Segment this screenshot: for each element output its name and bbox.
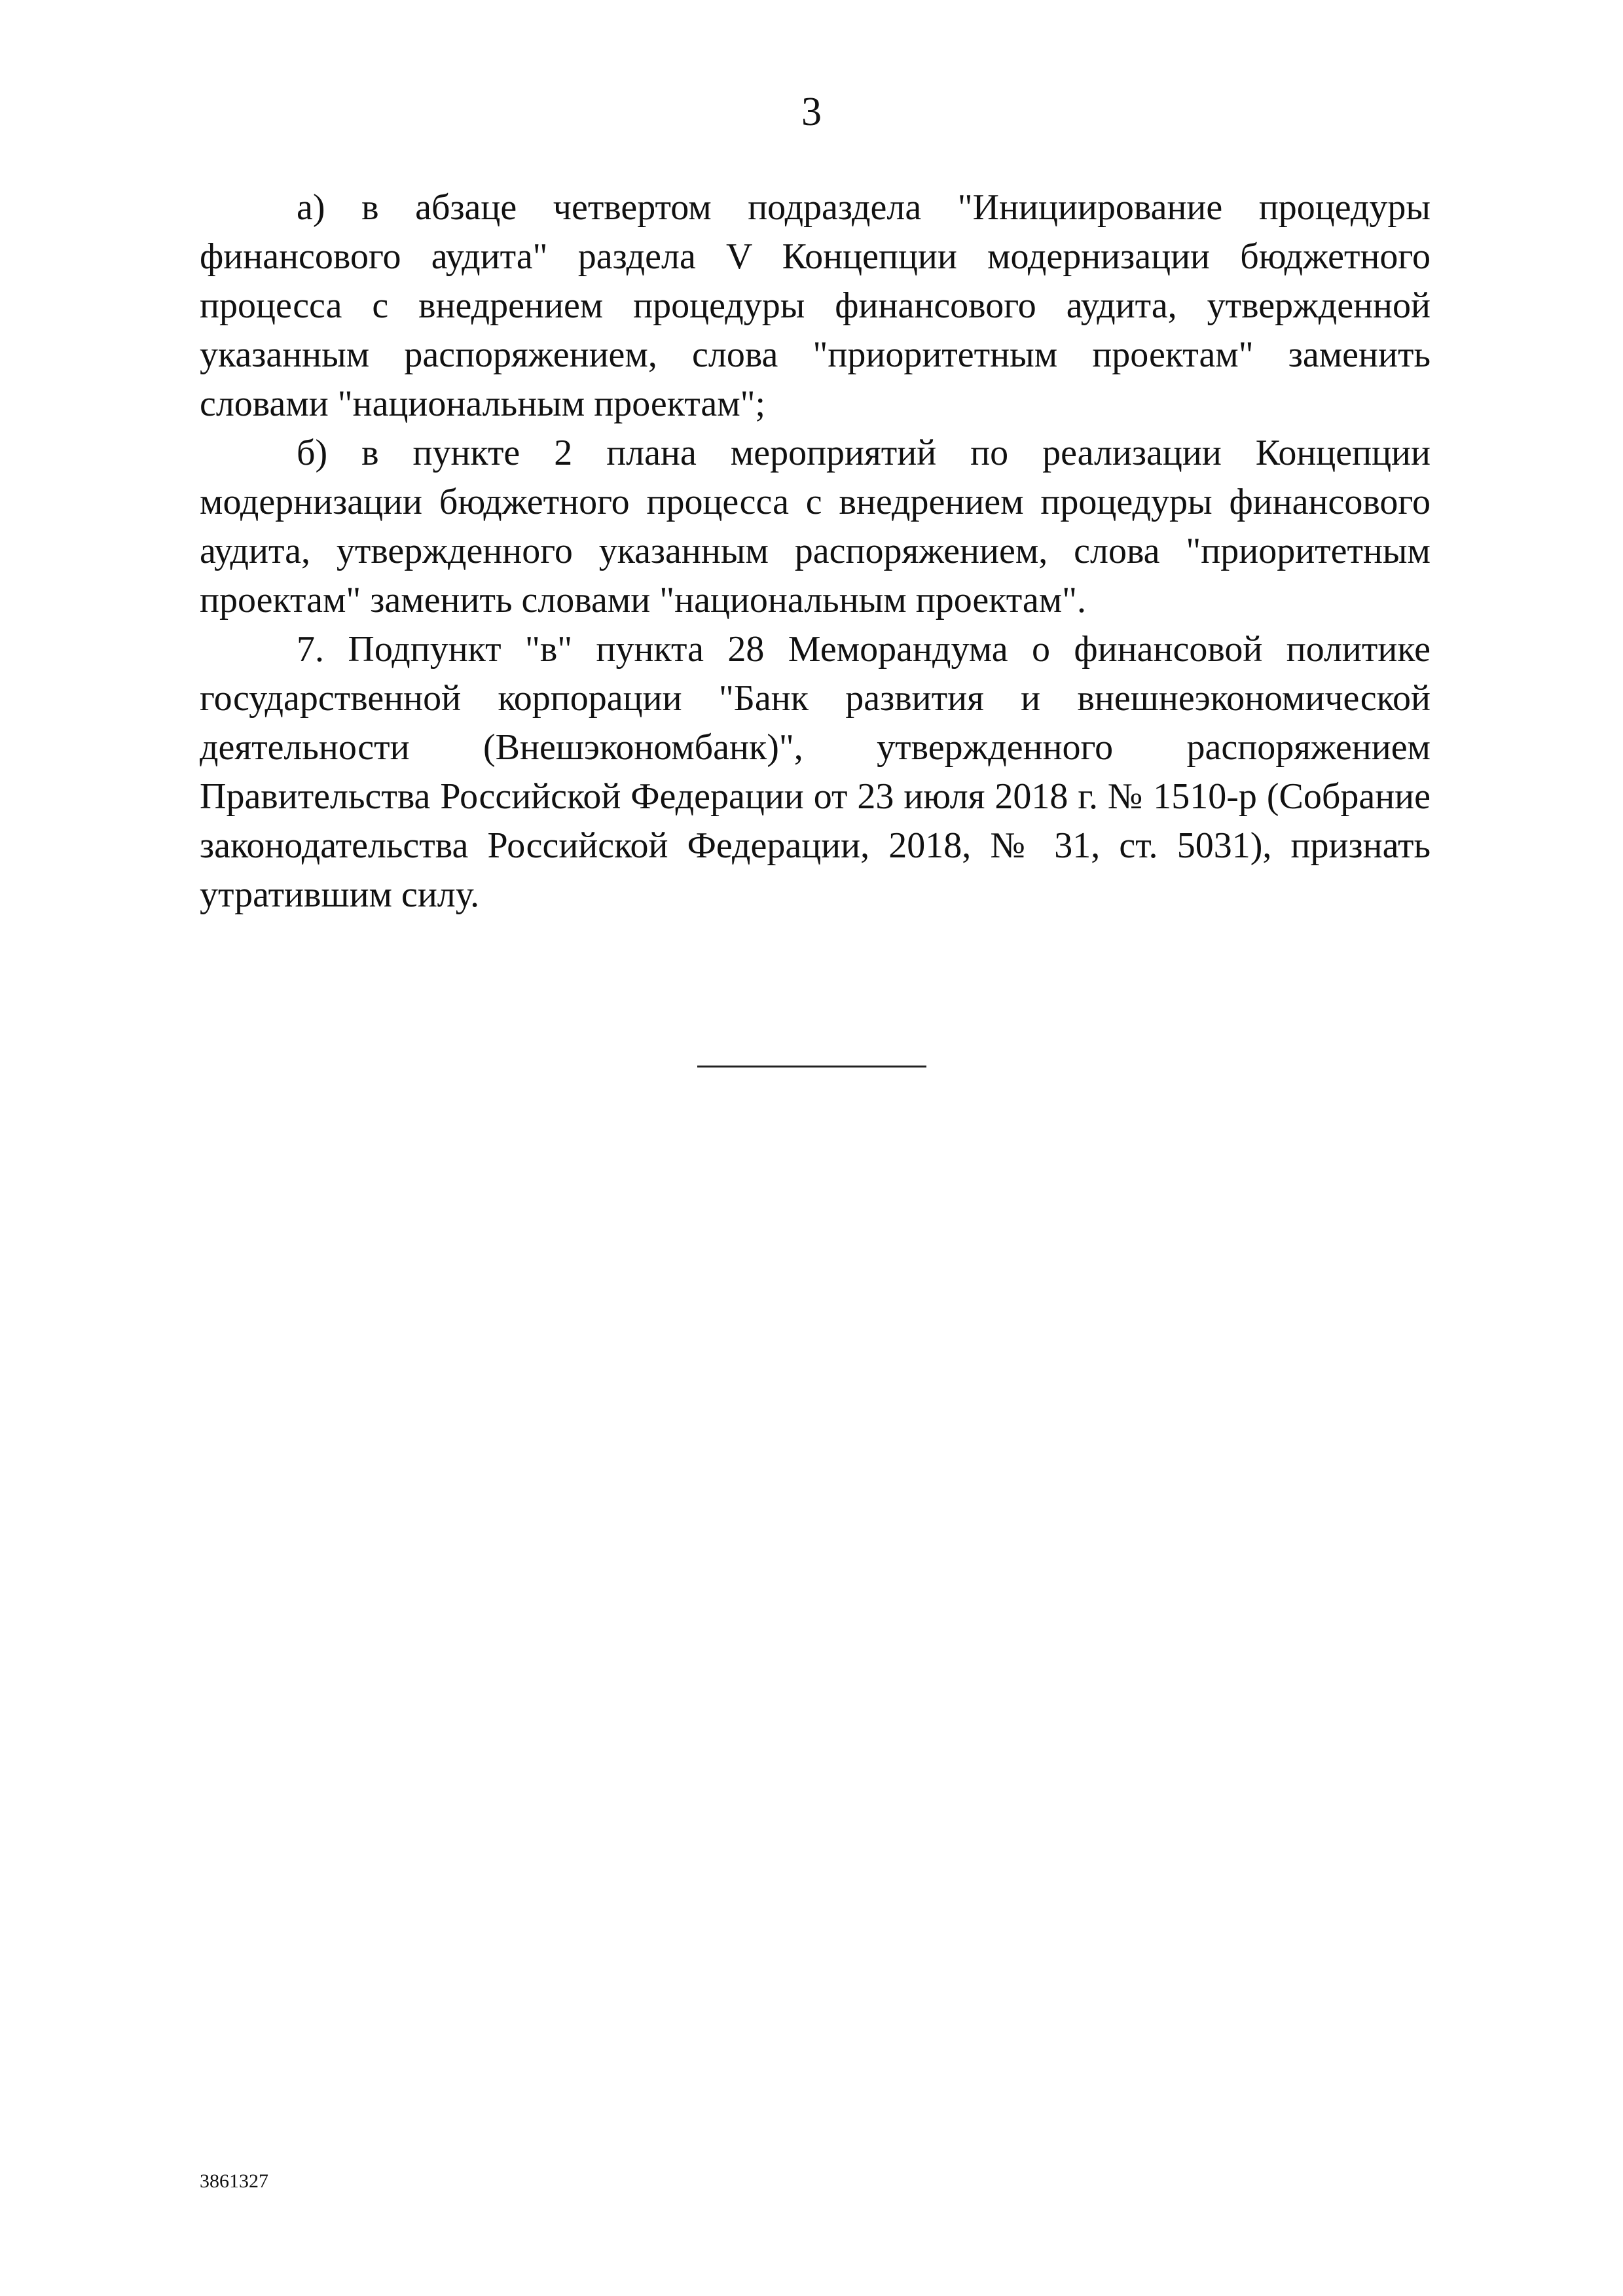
document-body	[200, 183, 1431, 920]
document-code: 3861327	[200, 2170, 268, 2192]
end-divider	[697, 1066, 926, 1067]
page-number: 3	[801, 90, 822, 134]
paragraph-b: б) в пункте 2 плана мероприятий по реализации Концепции модернизации бюджетного процесса с внедрением процедуры финансового аудита, утвержденного указанным распоряжением, слова "приоритетным проектам" заменить словами "национальным проектам".	[200, 433, 1431, 620]
paragraph-7: 7. Подпункт "в" пункта 28 Меморандума о финансовой политике государственной корпорации "Банк развития и внешнеэкономической деятельности (Внешэкономбанк)", утвержденного распоряжением Правительства Российской Федерации от 23 июля 2018 г. № 1510-р (Собрание законодательства Российской Федерации, 2018, № 31, ст. 5031), признать утратившим силу.	[200, 629, 1431, 915]
paragraph-a: а) в абзаце четвертом подраздела "Инициирование процедуры финансового аудита" раздела V Концепции модернизации бюджетного процесса с внедрением процедуры финансового аудита, утвержденной указанным распоряжением, слова "приоритетным проектам" заменить словами "национальным проектам";	[200, 187, 1431, 424]
